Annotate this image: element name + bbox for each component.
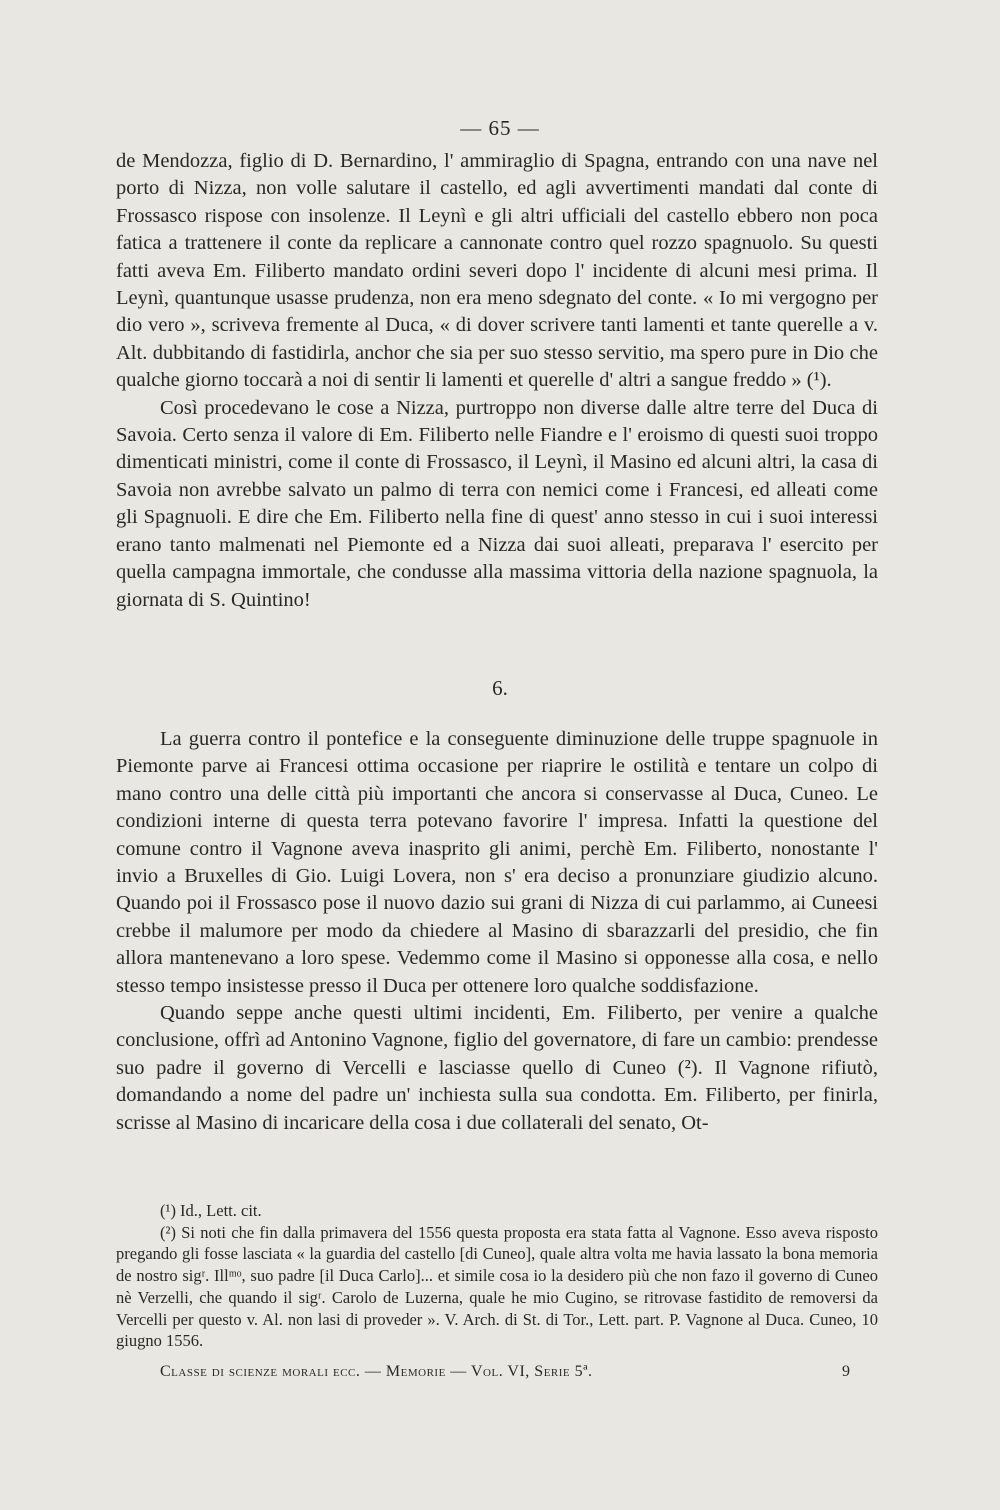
paragraph: Quando seppe anche questi ultimi incidenti, Em. Filiberto, per venire a qualche conclusione, offrì ad Antonino Vagnone, figlio del governatore, di fare un cambio: prendesse suo padre il governo di Vercelli e lasciasse quello di Cuneo (²). Il Vagnone rifiutò, domandando a nome del padre un' inchiesta sulla sua condotta. Em. Filiberto, per finirla, scrisse al Masino di incaricare della cosa i due collaterali del senato, Ot-: [116, 1002, 878, 1134]
body-text-part1: [116, 148, 878, 614]
footer-series-title: Classe di scienze morali ecc. — Memorie — Vol. VI, Serie 5ª.: [160, 1363, 593, 1380]
signature-mark: 9: [842, 1363, 850, 1380]
footnote: (²) Si noti che fin dalla primavera del 1556 questa proposta era stata fatta al Vagnone. Esso aveva risposto pregando gli fosse lasciata « la guardia del castello [di Cuneo], quale altra volta me havia lassato la bona memoria de nostro sigʳ. Illᵐᵒ, suo padre [il Duca Carlo]... et simile cosa io la desidero più che non fazo il governo di Cuneo nè Verzelli, che quando il sigʳ. Carolo de Luzerna, quale he mio Cugino, se ritrovase fastidito de removersi da Vercelli per questo v. Al. non lasi di proveder ». V. Arch. di St. di Tor., Lett. part. P. Vagnone al Duca. Cuneo, 10 giugno 1556.: [116, 1222, 878, 1351]
footnote: (¹) Id., Lett. cit.: [160, 1201, 262, 1220]
paragraph: Così procedevano le cose a Nizza, purtroppo non diverse dalle altre terre del Duca di Savoia. Certo senza il valore di Em. Filiberto nelle Fiandre e l' eroismo di questi suoi troppo dimenticati ministri, come il conte di Frossasco, il Leynì, il Masino ed alcuni altri, la casa di Savoia non avrebbe salvato un palmo di terra con nemici come i Francesi, ed alleati come gli Spagnuoli. E dire che Em. Filiberto nella fine di quest' anno stesso in cui i suoi interessi erano tanto malmenati nel Piemonte ed a Nizza dai suoi alleati, preparava l' esercito per quella campagna immortale, che condusse alla massima vittoria della nazione spagnuola, la giornata di S. Quintino!: [116, 396, 878, 611]
body-text-part2: [116, 726, 878, 1137]
page-number: — 65 —: [460, 116, 540, 140]
page-footer: [160, 1363, 850, 1381]
section-number: 6.: [492, 676, 508, 700]
paragraph: La guerra contro il pontefice e la conseguente diminuzione delle truppe spagnuole in Piemonte parve ai Francesi ottima occasione per riaprire le ostilità e tentare un colpo di mano contro una delle città più importanti che ancora si conservasse al Duca, Cuneo. Le condizioni interne di questa terra potevano favorire l' impresa. Infatti la questione del comune contro il Vagnone aveva inasprito gli animi, perchè Em. Filiberto, nonostante l' invio a Bruxelles di Gio. Luigi Lovera, non s' era deciso a pronunziare giudizio alcuno. Quando poi il Frossasco pose il nuovo dazio sui grani di Nizza di cui parlammo, ai Cuneesi crebbe il malumore per modo da chiedere al Masino di sbarazzarli del presidio, che fin allora mantenevano a loro spese. Vedemmo come il Masino si opponesse alla cosa, e nello stesso tempo insistesse presso il Duca per ottenere loro qualche soddisfazione.: [116, 728, 878, 997]
paragraph: de Mendozza, figlio di D. Bernardino, l' ammiraglio di Spagna, entrando con una nave nel porto di Nizza, non volle salutare il castello, ed agli avvertimenti mandati dal conte di Frossasco rispose con insolenze. Il Leynì e gli altri ufficiali del castello ebbero non poca fatica a trattenere il conte da replicare a cannonate contro quel rozzo spagnuolo. Su questi fatti aveva Em. Filiberto mandato ordini severi dopo l' incidente di alcuni mesi prima. Il Leynì, quantunque usasse prudenza, non era meno sdegnato del conte. « Io mi vergogno per dio vero », scriveva fremente al Duca, « di dover scrivere tanti lamenti et tante querelle a v. Alt. dubbitando di fastidirla, anchor che sia per suo stesso servitio, ma spero pure in Dio che qualche giorno toccarà a noi di sentir li lamenti et querelle d' altri a sangue freddo » (¹).: [116, 150, 878, 392]
footnotes: [116, 1200, 878, 1352]
